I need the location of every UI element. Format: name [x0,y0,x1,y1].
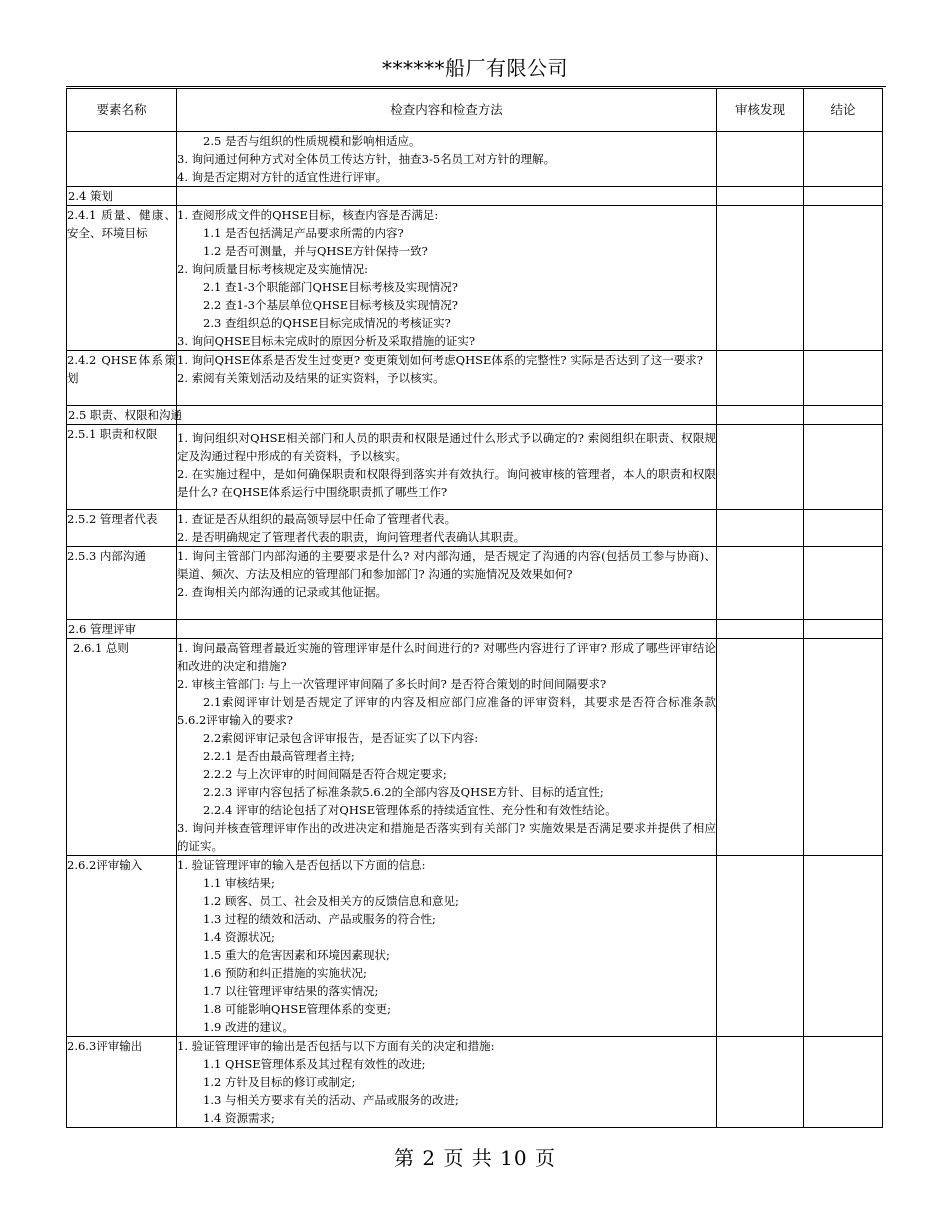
method-line: 1. 询问主管部门内部沟通的主要要求是什么? 对内部沟通，是否规定了沟通的内容(包括员工参与协商)、渠道、频次、方法及相应的管理部门和参加部门? 沟通的实施情况及效果如何? [177,549,716,581]
method-line: 1.2 是否可测量，并与QHSE方针保持一致? [203,244,428,258]
method-line: 1. 查阅形成文件的QHSE目标，核查内容是否满足: [177,208,439,222]
finding-cell [717,620,804,639]
method-cell [177,620,717,639]
method-cell [177,187,717,206]
method-line: 2.2.4 评审的结论包括了对QHSE管理体系的持续适宜性、充分性和有效性结论。 [203,803,617,817]
page-number: 第 2 页 共 10 页 [394,1146,556,1170]
conclusion-cell [804,206,883,351]
method-line: 1.1 审核结果; [203,876,275,890]
method-line: 2. 审核主管部门: 与上一次管理评审间隔了多长时间? 是否符合策划的时间间隔要求? [177,677,607,691]
element-cell: 2.6.2评审输入 [67,856,177,1037]
method-line: 1.3 过程的绩效和活动、产品或服务的符合性; [203,912,436,926]
method-line: 3. 询问并核查管理评审作出的改进决定和措施是否落实到有关部门? 实施效果是否满足要求并提供了相应的证实。 [177,821,716,853]
method-line: 1.1 QHSE管理体系及其过程有效性的改进; [203,1057,426,1071]
col-header-method: 检查内容和检查方法 [177,89,717,132]
method-line: 1.1 是否包括满足产品要求所需的内容? [203,226,404,240]
table-row [67,547,883,620]
element-cell: 2.5.1 职责和权限 [67,425,177,510]
section-heading: 2.4 策划 [67,187,177,206]
method-cell [177,351,717,406]
finding-cell [717,187,804,206]
element-cell: 2.5.3 内部沟通 [67,547,177,620]
method-line: 3. 询问通过何种方式对全体员工传达方针，抽查3-5名员工对方针的理解。 [177,152,556,166]
method-line: 1.6 预防和纠正措施的实施状况; [203,966,367,980]
finding-cell [717,547,804,620]
element-cell: 2.4.1 质量、健康、安全、环境目标 [67,206,177,351]
section-heading-text: 2.5 职责、权限和沟通 [68,408,182,422]
table-row [67,206,883,351]
conclusion-cell [804,510,883,547]
method-line: 1.3 与相关方要求有关的活动、产品或服务的改进; [203,1093,459,1107]
method-line: 2.2索阅评审记录包含评审报告，是否证实了以下内容: [203,731,479,745]
finding-cell [717,206,804,351]
method-line: 1.4 资源状况; [203,930,275,944]
conclusion-cell [804,406,883,425]
method-cell [177,206,717,351]
method-line: 1.8 可能影响QHSE管理体系的变更; [203,1002,392,1016]
section-row [67,406,883,425]
method-line: 2.2.1 是否由最高管理者主持; [203,749,355,763]
finding-cell [717,351,804,406]
method-line: 4. 询是否定期对方针的适宜性进行评审。 [177,170,388,184]
method-line: 2.1索阅评审计划是否规定了评审的内容及相应部门应准备的评审资料，其要求是否符合标准条款5.6.2评审输入的要求? [177,695,716,727]
company-title: ******船厂有限公司 [382,56,568,80]
method-line: 1. 询问最高管理者最近实施的管理评审是什么时间进行的? 对哪些内容进行了评审? 形成了哪些评审结论和改进的决定和措施? [177,641,716,673]
table-row [67,425,883,510]
method-line: 2.5 是否与组织的性质规模和影响相适应。 [203,134,421,148]
method-line: 2.3 查组织总的QHSE目标完成情况的考核证实? [203,316,451,330]
conclusion-cell [804,639,883,856]
conclusion-cell [804,351,883,406]
method-cell [177,425,717,510]
col-header-finding: 审核发现 [717,89,804,132]
method-line: 2. 是否明确规定了管理者代表的职责，询问管理者代表确认其职责。 [177,530,526,544]
col-header-conclusion: 结论 [804,89,883,132]
method-line: 2.2 查1-3个基层单位QHSE目标考核及实现情况? [203,298,458,312]
table-row [67,639,883,856]
header-rule [66,86,886,87]
conclusion-cell [804,132,883,187]
audit-checklist-table [66,88,883,1128]
section-row [67,620,883,639]
section-row [67,187,883,206]
method-line: 2. 在实施过程中，是如何确保职责和权限得到落实并有效执行。询问被审核的管理者，本人的职责和权限是什么? 在QHSE体系运行中围绕职责抓了哪些工作? [177,467,716,499]
conclusion-cell [804,856,883,1037]
method-line: 2.2.3 评审内容包括了标准条款5.6.2的全部内容及QHSE方针、目标的适宜性; [203,785,604,799]
method-line: 1.2 方针及目标的修订或制定; [203,1075,356,1089]
method-line: 3. 询问QHSE目标未完成时的原因分析及采取措施的证实? [177,334,476,348]
section-heading [67,406,182,425]
conclusion-cell [804,187,883,206]
table-row [67,132,883,187]
conclusion-cell [804,425,883,510]
method-line: 1. 查证是否从组织的最高领导层中任命了管理者代表。 [177,512,457,526]
method-line: 1. 验证管理评审的输出是否包括与以下方面有关的决定和措施: [177,1039,495,1053]
finding-cell [717,425,804,510]
method-line: 2.2.2 与上次评审的时间间隔是否符合规定要求; [203,767,447,781]
method-line: 1.2 顾客、员工、社会及相关方的反馈信息和意见; [203,894,459,908]
method-line: 2. 询问质量目标考核规定及实施情况: [177,262,369,276]
method-line: 2. 查询相关内部沟通的记录或其他证据。 [177,585,388,599]
method-cell [177,547,717,620]
element-cell [67,132,177,187]
conclusion-cell [804,1037,883,1128]
conclusion-cell [804,620,883,639]
element-cell: 2.6.1 总则 [67,639,177,856]
element-cell: 2.4.2 QHSE体系策划 [67,351,177,406]
table-row [67,351,883,406]
table-row [67,1037,883,1128]
method-cell [177,406,717,425]
method-cell [177,856,717,1037]
method-cell [177,132,717,187]
table-header-row [67,89,883,132]
method-line: 1. 询问组织对QHSE相关部门和人员的职责和权限是通过什么形式予以确定的? 索阅组织在职责、权限规定及沟通过程中形成的有关资料，予以核实。 [177,431,716,463]
method-line: 2. 索阅有关策划活动及结果的证实资料，予以核实。 [177,371,445,385]
method-cell [177,1037,717,1128]
col-header-element: 要素名称 [67,89,177,132]
method-line: 1. 询问QHSE体系是否发生过变更? 变更策划如何考虑QHSE体系的完整性? 实际是否达到了这一要求? [177,353,703,367]
method-cell [177,639,717,856]
conclusion-cell [804,547,883,620]
finding-cell [717,406,804,425]
method-line: 1.5 重大的危害因素和环境因素现状; [203,948,390,962]
method-line: 1.4 资源需求; [203,1111,275,1125]
element-cell: 2.5.2 管理者代表 [67,510,177,547]
element-cell: 2.6.3评审输出 [67,1037,177,1128]
method-line: 1.9 改进的建议。 [203,1020,294,1034]
method-line: 1.7 以往管理评审结果的落实情况; [203,984,379,998]
method-line: 1. 验证管理评审的输入是否包括以下方面的信息: [177,858,426,872]
finding-cell [717,639,804,856]
finding-cell [717,510,804,547]
section-heading: 2.6 管理评审 [67,620,177,639]
table-row [67,510,883,547]
method-cell [177,510,717,547]
finding-cell [717,132,804,187]
method-line: 2.1 查1-3个职能部门QHSE目标考核及实现情况? [203,280,458,294]
finding-cell [717,856,804,1037]
table-row [67,856,883,1037]
finding-cell [717,1037,804,1128]
